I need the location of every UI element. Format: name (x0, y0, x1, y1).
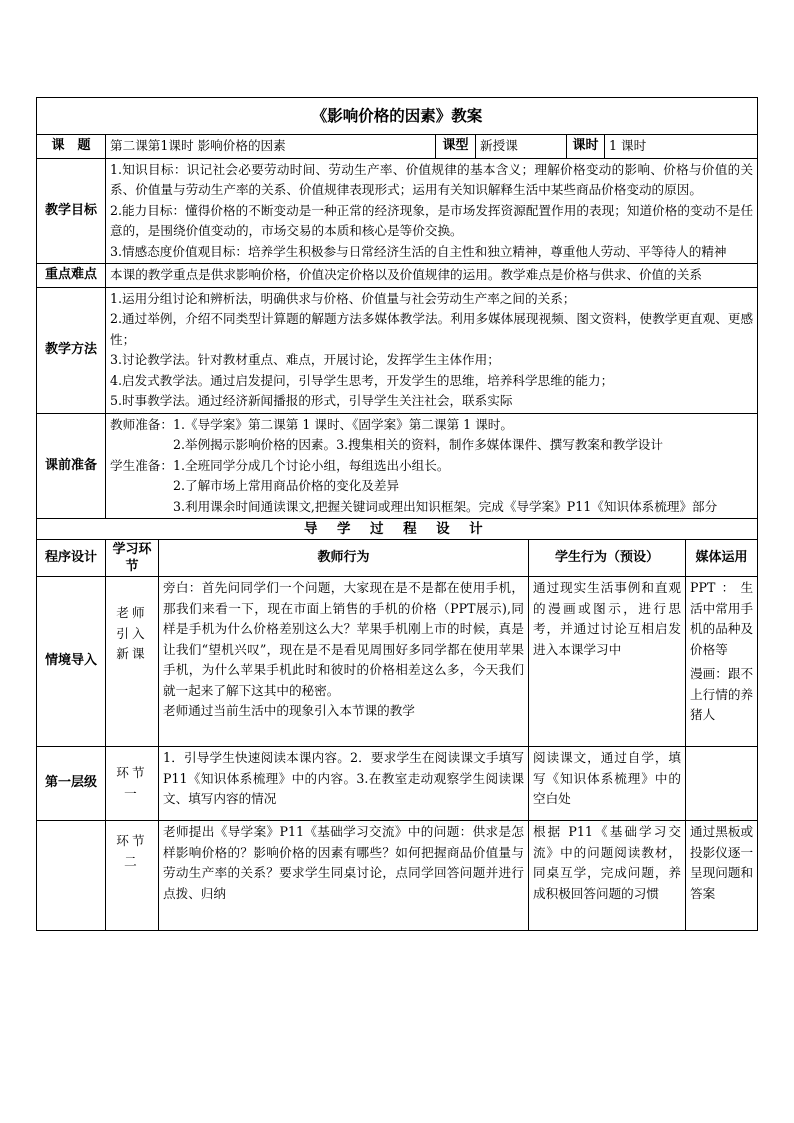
student-prep-label: 学生准备： (110, 457, 173, 473)
procedure-cell: 情境导入 (37, 577, 106, 747)
method-item: 2.通过举例，介绍不同类型计算题的解题方法多媒体教学法。利用多媒体展现视频、图文资料，使教学更直观、更感性； (110, 311, 754, 347)
segment-cell: 老师引入新课 (106, 577, 159, 747)
student-action-cell: 根据 P11《基础学习交流》中的问题阅读教材，同桌互学，完成问题，养成积极回答问题的习惯 (529, 821, 686, 931)
column-header-student: 学生行为（预设） (529, 540, 686, 577)
lesson-plan-document (36, 97, 757, 931)
student-prep (110, 456, 753, 518)
teacher-prep (110, 415, 753, 456)
period-label: 课时 (567, 135, 605, 159)
method-item: 4.启发式教学法。通过启发提问，引导学生思考，开发学生的思维，培养科学思维的能力； (110, 372, 614, 388)
lesson-value: 第二课第1课时 影响价格的因素 (106, 135, 436, 159)
teacher-action-paragraph: 旁白：首先问同学们一个问题，大家现在是不是都在使用手机，那我们来看一下，现在市面上销售的手机的价格（PPT展示),同样是手机为什么价格差别这么大？苹果手机刚上市的时候，真是让我们“望机兴叹”，现在是不是看见周围好多同学都在使用苹果手机，为什么苹果手机此时和彼时的价格相差这么多，今天我们就一起来了解下这其中的秘密。 (163, 580, 524, 698)
goal-ability: 2.能力目标：懂得价格的不断变动是一种正常的经济现象，是市场发挥资源配置作用的表现；知道价格的变动不是任意的，是围绕价值变动的，市场交易的本质和核心是等价交换。 (110, 202, 754, 238)
type-value: 新授课 (476, 135, 567, 159)
media-item: PPT：生活中常用手机的品种及价格等 (690, 580, 754, 657)
section-title: 导 学 过 程 设 计 (37, 519, 758, 540)
student-action-cell: 通过现实生活事例和直观的漫画或图示，进行思考，并通过讨论互相启发进入本课学习中 (529, 577, 686, 747)
prep-content (106, 413, 758, 519)
document-title: 《影响价格的因素》教案 (37, 98, 758, 135)
student-prep-item: 1.全班同学分成几个讨论小组，每组选出小组长。 (172, 457, 450, 473)
method-item: 5.时事教学法。通过经济新闻播报的形式，引导学生关注社会，联系实际 (110, 393, 513, 408)
media-cell (686, 747, 758, 821)
lesson-label: 课 题 (37, 135, 106, 159)
prep-label: 课前准备 (37, 413, 106, 519)
methods-content (106, 287, 758, 413)
goals-content (106, 158, 758, 264)
methods-label: 教学方法 (37, 287, 106, 413)
segment-cell: 环节二 (106, 821, 159, 931)
teacher-action-paragraph: 老师通过当前生活中的现象引入本节课的教学 (163, 703, 415, 718)
goal-attitude: 3.情感态度价值观目标：培养学生积极参与日常经济生活的自主性和独立精神，尊重他人劳动、平等待人的精神 (110, 243, 727, 259)
student-prep-item: 2.了解市场上常用商品价格的变化及差异 (172, 478, 400, 493)
segment-cell: 环节一 (106, 747, 159, 821)
column-header-media: 媒体运用 (686, 540, 758, 577)
column-header-segment: 学习环节 (106, 540, 159, 577)
column-header-procedure: 程序设计 (37, 540, 106, 577)
teacher-action-cell (159, 577, 529, 747)
keypoints-label: 重点难点 (37, 264, 106, 288)
media-item: 漫画：跟不上行情的养猪人 (690, 666, 754, 722)
procedure-cell (37, 821, 106, 931)
lesson-plan-table (36, 97, 758, 931)
goal-knowledge: 1.知识目标：识记社会必要劳动时间、劳动生产率、价值规律的基本含义；理解价格变动的影响、价格与价值的关系、价值量与劳动生产率的关系、价值规律表现形式；运用有关知识解释生活中某些商品价格变动的原因。 (110, 161, 754, 197)
teacher-prep-label: 教师准备： (110, 416, 173, 432)
teacher-prep-item: 2.举例揭示影响价格的因素。3.搜集相关的资料，制作多媒体课件、撰写教案和教学设计 (172, 437, 663, 452)
teacher-prep-item: 1.《导学案》第二课第 1 课时、《固学案》第二课第 1 课时。 (172, 416, 513, 432)
procedure-cell: 第一层级 (37, 747, 106, 821)
student-prep-item: 3.利用课余时间通读课文,把握关键词或理出知识框架。完成《导学案》P11《知识体系梳理》部分 (172, 498, 718, 514)
method-item: 3.讨论教学法。针对教材重点、难点，开展讨论，发挥学生主体作用； (110, 352, 500, 367)
media-cell (686, 577, 758, 747)
method-item: 1.运用分组讨论和辨析法，明确供求与价格、价值量与社会劳动生产率之间的关系； (110, 290, 576, 306)
teacher-action-cell: 老师提出《导学案》P11《基础学习交流》中的问题：供求是怎样影响价格的？影响价格的因素有哪些？如何把握商品价值量与劳动生产率的关系？要求学生同桌讨论，点同学回答问题并进行点拨、归纳 (159, 821, 529, 931)
period-value: 1 课时 (605, 135, 758, 159)
keypoints-content: 本课的教学重点是供求影响价格，价值决定价格以及价值规律的运用。教学难点是价格与供求、价值的关系 (106, 264, 758, 288)
media-cell: 通过黑板或投影仪逐一呈现问题和答案 (686, 821, 758, 931)
type-label: 课型 (436, 135, 476, 159)
column-header-teacher: 教师行为 (159, 540, 529, 577)
student-action-cell: 阅读课文，通过自学，填写《知识体系梳理》中的空白处 (529, 747, 686, 821)
teacher-action-cell: 1．引导学生快速阅读本课内容。2．要求学生在阅读课文手填写 P11《知识体系梳理》中的内容。3.在教室走动观察学生阅读课文、填写内容的情况 (159, 747, 529, 821)
goals-label: 教学目标 (37, 158, 106, 264)
